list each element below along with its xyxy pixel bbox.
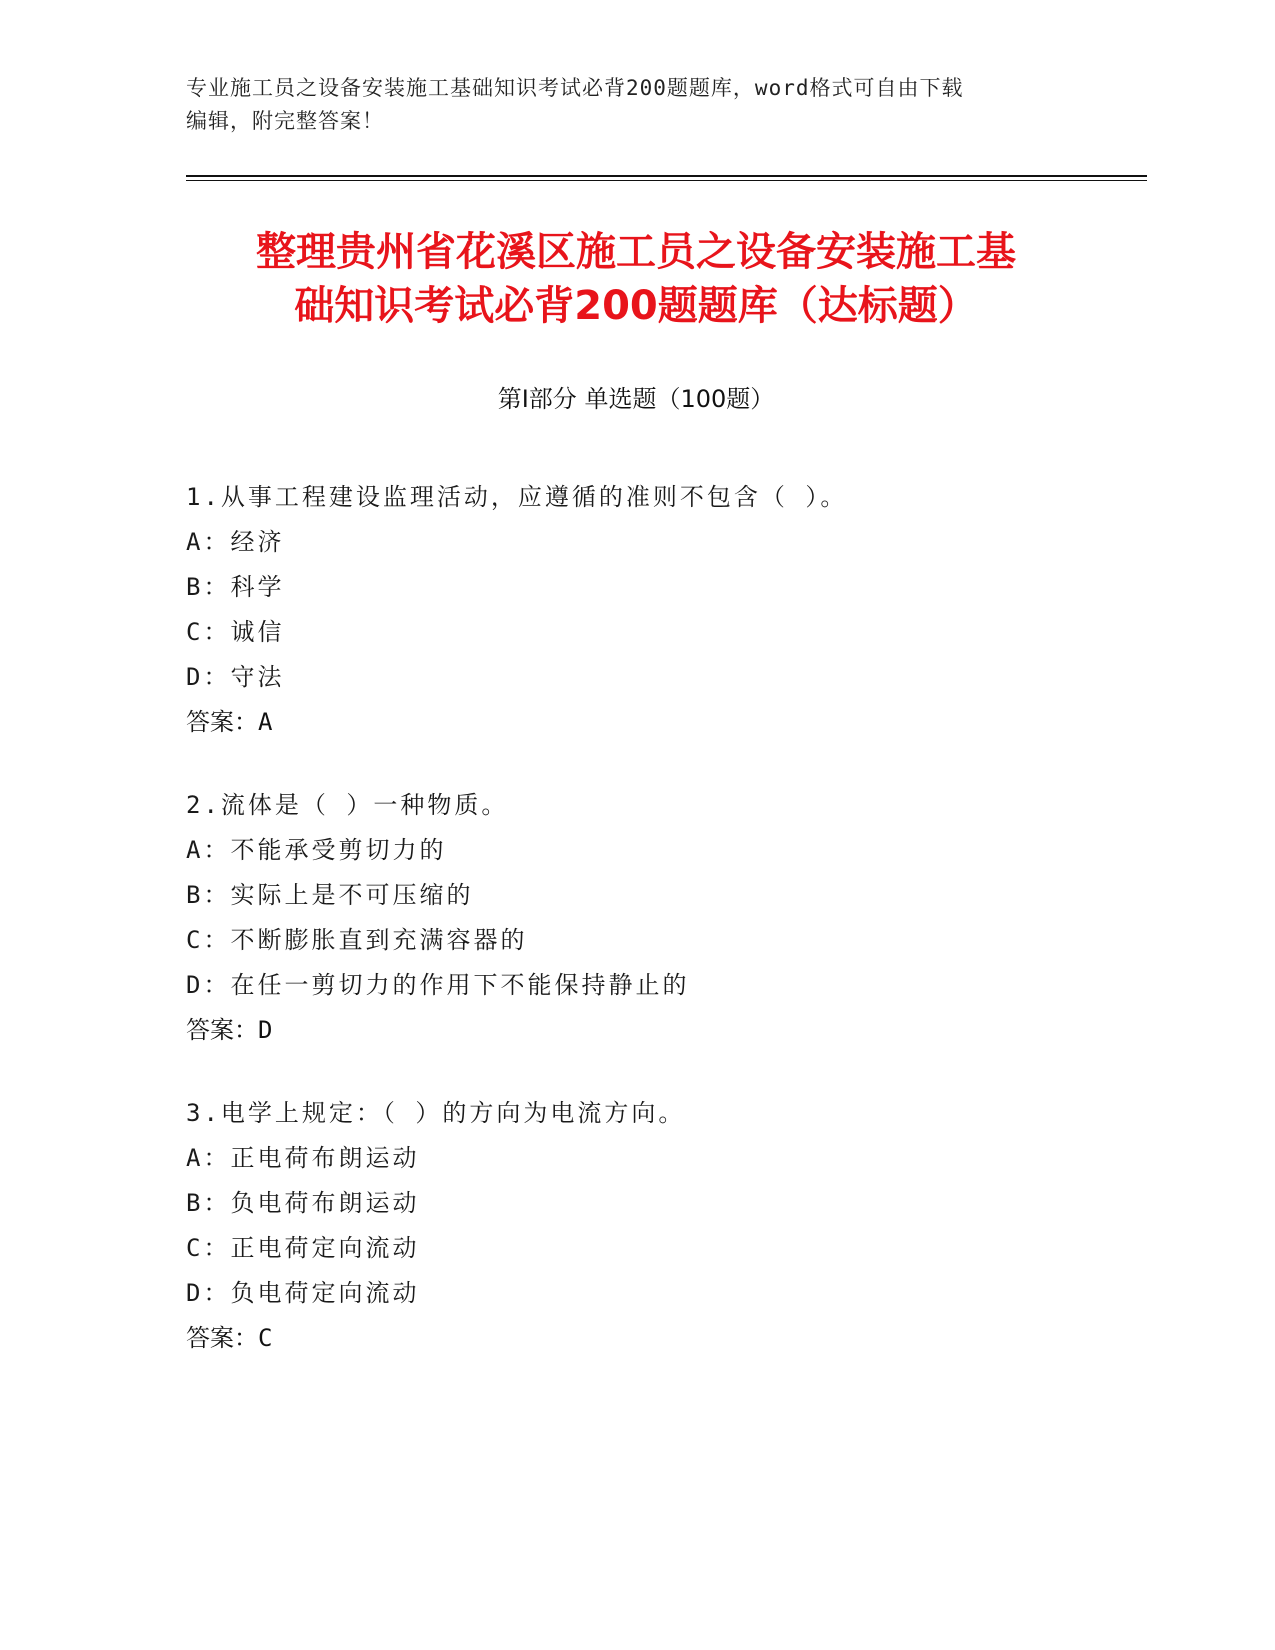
option-d: D：负电荷定向流动 <box>186 1279 420 1307</box>
question-stem: 2.流体是（ ）一种物质。 <box>186 791 509 819</box>
answer-label: 答案： <box>186 708 258 736</box>
answer-label: 答案： <box>186 1016 258 1044</box>
option-a: A：经济 <box>186 528 285 556</box>
option-c: C：不断膨胀直到充满容器的 <box>186 926 528 954</box>
section-title: 第Ⅰ部分 单选题（100题） <box>497 385 775 413</box>
question-item-1 <box>186 475 1086 745</box>
answer-line <box>186 1316 1086 1361</box>
option-a: A：不能承受剪切力的 <box>186 836 447 864</box>
question-stem: 1.从事工程建设监理活动，应遵循的准则不包含（ ）。 <box>186 483 848 511</box>
document-title-line-1: 整理贵州省花溪区施工员之设备安装施工基 <box>256 229 1016 275</box>
option-b: B：负电荷布朗运动 <box>186 1189 420 1217</box>
document-title-line-2: 础知识考试必背200题题库（达标题） <box>294 283 978 329</box>
question-item-2 <box>186 783 1086 1053</box>
header-rule-thin <box>186 180 1147 181</box>
option-d: D：在任一剪切力的作用下不能保持静止的 <box>186 971 690 999</box>
question-item-3 <box>186 1091 1086 1361</box>
question-list <box>186 475 1086 1399</box>
answer-value: D <box>258 1016 273 1044</box>
document-title <box>186 225 1086 333</box>
header-note-line-2: 编辑，附完整答案！ <box>186 109 384 133</box>
answer-line <box>186 1008 1086 1053</box>
answer-value: A <box>258 708 273 736</box>
option-c: C：诚信 <box>186 618 285 646</box>
header-note-line-1: 专业施工员之设备安装施工基础知识考试必背200题题库，word格式可自由下载 <box>186 76 964 100</box>
answer-label: 答案： <box>186 1324 258 1352</box>
option-c: C：正电荷定向流动 <box>186 1234 420 1262</box>
option-b: B：实际上是不可压缩的 <box>186 881 474 909</box>
header-note <box>186 72 1086 138</box>
option-d: D：守法 <box>186 663 285 691</box>
option-b: B：科学 <box>186 573 285 601</box>
answer-value: C <box>258 1324 273 1352</box>
header-rule-thick <box>186 175 1147 177</box>
answer-line <box>186 700 1086 745</box>
option-a: A：正电荷布朗运动 <box>186 1144 420 1172</box>
question-stem: 3.电学上规定：（ ）的方向为电流方向。 <box>186 1099 686 1127</box>
